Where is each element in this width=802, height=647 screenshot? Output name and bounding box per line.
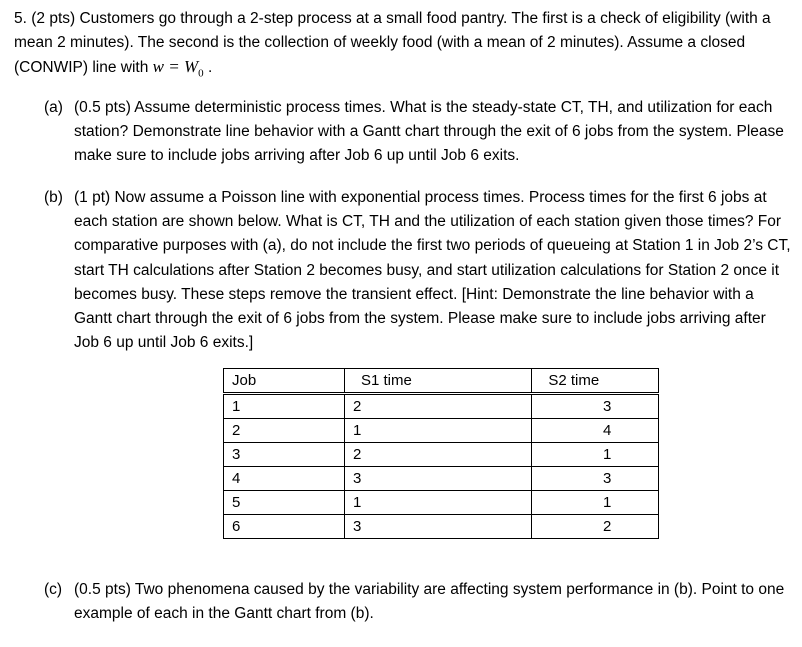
- part-b-text: (1 pt) Now assume a Poisson line with exponential process times. Process times for the first 6 jobs at each station are shown below. What is CT, TH and the utilization of each station given those times? For comparative purposes with (a), do not include the first two periods of queueing at Station 1 in Job 2’s CT, start TH calculations after Station 2 becomes busy, and start utilization calculations for Station 2 once it becomes busy. These steps remove the transient effect. [Hint: Demonstrate the line behavior with a Gantt chart through the exit of 6 jobs from the system. Please make sure to include jobs arriving after Job 6 up until Job 6 exits.]: [74, 189, 791, 352]
- cell-s1-time: 2: [345, 394, 532, 419]
- cell-s2-time: 3: [532, 394, 659, 419]
- math-w: w: [152, 57, 165, 77]
- header-s1-time: S1 time: [345, 369, 532, 394]
- part-c-text: (0.5 pts) Two phenomena caused by the variability are affecting system performance in (b). Point to one example of each in the Gantt chart from (b).: [74, 581, 785, 623]
- table-row: [224, 394, 659, 419]
- cell-s2-time: 1: [532, 491, 659, 515]
- process-times-table: [223, 368, 659, 539]
- math-subscript: 0: [198, 67, 204, 80]
- cell-job: 6: [224, 515, 345, 539]
- cell-s1-time: 2: [345, 443, 532, 467]
- cell-s1-time: 1: [345, 491, 532, 515]
- cell-s2-time: 3: [532, 467, 659, 491]
- table-row: [224, 491, 659, 515]
- table-row: [224, 443, 659, 467]
- cell-job: 4: [224, 467, 345, 491]
- table-row: [224, 515, 659, 539]
- cell-job: 3: [224, 443, 345, 467]
- cell-s2-time: 2: [532, 515, 659, 539]
- cell-job: 5: [224, 491, 345, 515]
- question-intro: [14, 7, 794, 86]
- part-c-label: (c): [44, 581, 63, 598]
- part-a-label: (a): [44, 99, 63, 116]
- math-expression: [152, 57, 204, 80]
- cell-s1-time: 3: [345, 467, 532, 491]
- intro-end: .: [203, 59, 213, 77]
- cell-s2-time: 4: [532, 419, 659, 443]
- cell-s1-time: 1: [345, 419, 532, 443]
- cell-job: 1: [224, 394, 345, 419]
- header-s2-time: S2 time: [532, 369, 659, 394]
- part-a-text: (0.5 pts) Assume deterministic process times. What is the steady-state CT, TH, and utilization for each station? Demonstrate line behavior with a Gantt chart through the exit of 6 jobs from the system. Please make sure to include jobs arriving after Job 6 up until Job 6 exits.: [74, 99, 784, 165]
- header-job: Job: [224, 369, 345, 394]
- table-row: [224, 419, 659, 443]
- cell-s2-time: 1: [532, 443, 659, 467]
- math-equals: =: [164, 57, 184, 77]
- math-W: W: [184, 57, 199, 77]
- table-header-row: [224, 369, 659, 394]
- table-row: [224, 467, 659, 491]
- intro-text: 5. (2 pts) Customers go through a 2-step process at a small food pantry. The first is a check of eligibility (with a mean 2 minutes). The second is the collection of weekly food (with a mean of 2 minutes). Assume a closed (CONWIP) line with: [14, 10, 771, 77]
- part-b-label: (b): [44, 189, 63, 206]
- cell-job: 2: [224, 419, 345, 443]
- cell-s1-time: 3: [345, 515, 532, 539]
